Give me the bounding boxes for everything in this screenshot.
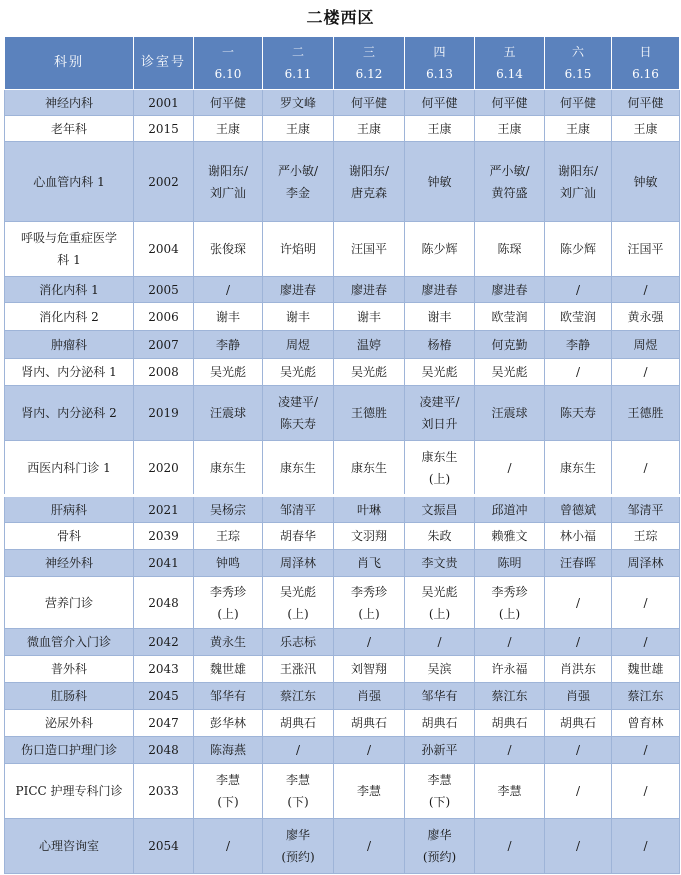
doctor-cell: 何平健 xyxy=(545,90,612,116)
doctor-cell: 胡春华 xyxy=(263,523,334,550)
doctor-cell: 欧莹润 xyxy=(545,303,612,331)
doctor-cell: / xyxy=(612,764,680,819)
doctor-cell: 何平健 xyxy=(194,90,263,116)
doctor-cell: 肖强 xyxy=(334,683,405,710)
doctor-cell: 曾育林 xyxy=(612,710,680,737)
doctor-cell: / xyxy=(545,764,612,819)
room-cell: 2020 xyxy=(134,441,194,496)
doctor-cell: 杨椿 xyxy=(405,331,475,359)
table-row xyxy=(5,303,680,331)
doctor-cell: 黄永生 xyxy=(194,629,263,656)
doctor-cell: 康东生 xyxy=(334,441,405,496)
table-row xyxy=(5,142,680,222)
doctor-cell: 周泽林 xyxy=(263,550,334,577)
doctor-cell: 李慧 xyxy=(334,764,405,819)
table-row xyxy=(5,710,680,737)
doctor-cell: / xyxy=(475,737,545,764)
doctor-cell: / xyxy=(545,629,612,656)
doctor-cell: 魏世雄 xyxy=(194,656,263,683)
dept-cell: 普外科 xyxy=(5,656,134,683)
schedule-body xyxy=(5,90,680,874)
doctor-cell: / xyxy=(475,819,545,874)
doctor-cell: 周煜 xyxy=(263,331,334,359)
doctor-cell: 李秀珍 (上) xyxy=(194,577,263,629)
table-row xyxy=(5,737,680,764)
doctor-cell: 李慧 (下) xyxy=(405,764,475,819)
doctor-cell: 王康 xyxy=(612,116,680,142)
dept-cell: 神经内科 xyxy=(5,90,134,116)
doctor-cell: 黄永强 xyxy=(612,303,680,331)
room-cell: 2021 xyxy=(134,496,194,523)
table-row xyxy=(5,359,680,386)
doctor-cell: 邹清平 xyxy=(263,496,334,523)
doctor-cell: / xyxy=(194,277,263,303)
doctor-cell: 王琮 xyxy=(612,523,680,550)
room-cell: 2048 xyxy=(134,737,194,764)
doctor-cell: 吴光彪 xyxy=(475,359,545,386)
doctor-cell: / xyxy=(334,629,405,656)
doctor-cell: 王康 xyxy=(194,116,263,142)
table-row xyxy=(5,683,680,710)
dept-cell: 泌尿外科 xyxy=(5,710,134,737)
table-row xyxy=(5,277,680,303)
doctor-cell: / xyxy=(545,819,612,874)
doctor-cell: 汪震球 xyxy=(475,386,545,441)
doctor-cell: 谢丰 xyxy=(194,303,263,331)
dept-cell: 神经外科 xyxy=(5,550,134,577)
doctor-cell: 胡典石 xyxy=(545,710,612,737)
doctor-cell: 王琮 xyxy=(194,523,263,550)
doctor-cell: / xyxy=(405,629,475,656)
room-cell: 2047 xyxy=(134,710,194,737)
table-row xyxy=(5,764,680,819)
dept-cell: 老年科 xyxy=(5,116,134,142)
doctor-cell: 李慧 xyxy=(475,764,545,819)
doctor-cell: 何平健 xyxy=(405,90,475,116)
doctor-cell: / xyxy=(545,359,612,386)
doctor-cell: 魏世雄 xyxy=(612,656,680,683)
doctor-cell: 康东生 (上) xyxy=(405,441,475,496)
table-row xyxy=(5,90,680,116)
header-row xyxy=(5,37,680,90)
doctor-cell: 廖进春 xyxy=(405,277,475,303)
room-cell: 2054 xyxy=(134,819,194,874)
doctor-cell: 陈少辉 xyxy=(405,222,475,277)
doctor-cell: 罗文峰 xyxy=(263,90,334,116)
doctor-cell: 王康 xyxy=(405,116,475,142)
schedule-table xyxy=(4,36,680,874)
doctor-cell: 胡典石 xyxy=(475,710,545,737)
doctor-cell: 王康 xyxy=(475,116,545,142)
doctor-cell: 肖洪东 xyxy=(545,656,612,683)
doctor-cell: / xyxy=(612,577,680,629)
doctor-cell: / xyxy=(612,737,680,764)
doctor-cell: 陈明 xyxy=(475,550,545,577)
doctor-cell: 胡典石 xyxy=(334,710,405,737)
dept-cell: 西医内科门诊 1 xyxy=(5,441,134,496)
doctor-cell: 何克勤 xyxy=(475,331,545,359)
dept-cell: 消化内科 1 xyxy=(5,277,134,303)
room-cell: 2042 xyxy=(134,629,194,656)
doctor-cell: 吴光彪 xyxy=(334,359,405,386)
doctor-cell: 康东生 xyxy=(194,441,263,496)
doctor-cell: 吴光彪 (上) xyxy=(405,577,475,629)
doctor-cell: 凌建平/ 陈天寿 xyxy=(263,386,334,441)
doctor-cell: 王康 xyxy=(263,116,334,142)
dept-cell: 骨科 xyxy=(5,523,134,550)
header-day: 三 6.12 xyxy=(334,37,405,90)
room-cell: 2039 xyxy=(134,523,194,550)
room-cell: 2041 xyxy=(134,550,194,577)
doctor-cell: 严小敏/ 李金 xyxy=(263,142,334,222)
doctor-cell: / xyxy=(612,629,680,656)
doctor-cell: 刘智翔 xyxy=(334,656,405,683)
doctor-cell: 何平健 xyxy=(612,90,680,116)
dept-cell: 肿瘤科 xyxy=(5,331,134,359)
doctor-cell: 赖雅文 xyxy=(475,523,545,550)
doctor-cell: 谢阳东/ 刘广汕 xyxy=(545,142,612,222)
doctor-cell: 康东生 xyxy=(263,441,334,496)
doctor-cell: 王德胜 xyxy=(612,386,680,441)
doctor-cell: / xyxy=(475,441,545,496)
doctor-cell: / xyxy=(334,737,405,764)
doctor-cell: / xyxy=(545,277,612,303)
dept-cell: 呼吸与危重症医学 科 1 xyxy=(5,222,134,277)
header-day: 四 6.13 xyxy=(405,37,475,90)
room-cell: 2002 xyxy=(134,142,194,222)
doctor-cell: 朱政 xyxy=(405,523,475,550)
doctor-cell: 邹清平 xyxy=(612,496,680,523)
doctor-cell: 汪震球 xyxy=(194,386,263,441)
room-cell: 2015 xyxy=(134,116,194,142)
doctor-cell: 廖华 (预约) xyxy=(405,819,475,874)
room-cell: 2004 xyxy=(134,222,194,277)
room-cell: 2048 xyxy=(134,577,194,629)
doctor-cell: 谢丰 xyxy=(334,303,405,331)
doctor-cell: 廖进春 xyxy=(475,277,545,303)
doctor-cell: / xyxy=(612,359,680,386)
dept-cell: 肝病科 xyxy=(5,496,134,523)
doctor-cell: 何平健 xyxy=(334,90,405,116)
doctor-cell: 王涨汛 xyxy=(263,656,334,683)
doctor-cell: 曾德斌 xyxy=(545,496,612,523)
dept-cell: 心血管内科 1 xyxy=(5,142,134,222)
doctor-cell: 陈琛 xyxy=(475,222,545,277)
room-cell: 2007 xyxy=(134,331,194,359)
doctor-cell: 周煜 xyxy=(612,331,680,359)
doctor-cell: / xyxy=(612,277,680,303)
doctor-cell: 李秀珍 (上) xyxy=(334,577,405,629)
doctor-cell: 许永福 xyxy=(475,656,545,683)
doctor-cell: 吴光彪 xyxy=(263,359,334,386)
doctor-cell: 肖强 xyxy=(545,683,612,710)
room-cell: 2033 xyxy=(134,764,194,819)
dept-cell: 伤口造口护理门诊 xyxy=(5,737,134,764)
doctor-cell: 李慧 (下) xyxy=(194,764,263,819)
doctor-cell: 汪春晖 xyxy=(545,550,612,577)
doctor-cell: 李静 xyxy=(545,331,612,359)
table-row xyxy=(5,656,680,683)
doctor-cell: 邹华有 xyxy=(194,683,263,710)
dept-cell: 消化内科 2 xyxy=(5,303,134,331)
header-room: 诊室号 xyxy=(134,37,194,90)
doctor-cell: 彭华林 xyxy=(194,710,263,737)
doctor-cell: 康东生 xyxy=(545,441,612,496)
doctor-cell: 叶琳 xyxy=(334,496,405,523)
doctor-cell: 李秀珍 (上) xyxy=(475,577,545,629)
doctor-cell: 吴光彪 xyxy=(194,359,263,386)
doctor-cell: 谢丰 xyxy=(405,303,475,331)
room-cell: 2019 xyxy=(134,386,194,441)
doctor-cell: 廖进春 xyxy=(334,277,405,303)
dept-cell: 营养门诊 xyxy=(5,577,134,629)
doctor-cell: 廖华 (预约) xyxy=(263,819,334,874)
table-row xyxy=(5,550,680,577)
doctor-cell: / xyxy=(612,819,680,874)
header-day: 五 6.14 xyxy=(475,37,545,90)
doctor-cell: 欧莹润 xyxy=(475,303,545,331)
doctor-cell: / xyxy=(545,737,612,764)
doctor-cell: 吴杨宗 xyxy=(194,496,263,523)
doctor-cell: 汪国平 xyxy=(334,222,405,277)
room-cell: 2043 xyxy=(134,656,194,683)
header-dept: 科别 xyxy=(5,37,134,90)
table-row xyxy=(5,496,680,523)
dept-cell: 肾内、内分泌科 1 xyxy=(5,359,134,386)
doctor-cell: 钟敏 xyxy=(405,142,475,222)
header-day: 日 6.16 xyxy=(612,37,680,90)
room-cell: 2001 xyxy=(134,90,194,116)
doctor-cell: 胡典石 xyxy=(263,710,334,737)
doctor-cell: 肖飞 xyxy=(334,550,405,577)
doctor-cell: 汪国平 xyxy=(612,222,680,277)
table-row xyxy=(5,441,680,496)
doctor-cell: 李慧 (下) xyxy=(263,764,334,819)
doctor-cell: 谢阳东/ 刘广汕 xyxy=(194,142,263,222)
table-row xyxy=(5,819,680,874)
doctor-cell: / xyxy=(475,629,545,656)
table-row xyxy=(5,577,680,629)
doctor-cell: 陈天寿 xyxy=(545,386,612,441)
page-title: 二楼西区 xyxy=(306,8,375,27)
doctor-cell: 陈海燕 xyxy=(194,737,263,764)
table-row xyxy=(5,331,680,359)
doctor-cell: 邱道冲 xyxy=(475,496,545,523)
dept-cell: 肾内、内分泌科 2 xyxy=(5,386,134,441)
doctor-cell: 乐志标 xyxy=(263,629,334,656)
table-row xyxy=(5,523,680,550)
doctor-cell: / xyxy=(263,737,334,764)
doctor-cell: 许焰明 xyxy=(263,222,334,277)
doctor-cell: 孙新平 xyxy=(405,737,475,764)
doctor-cell: 钟敏 xyxy=(612,142,680,222)
table-row xyxy=(5,629,680,656)
doctor-cell: 李静 xyxy=(194,331,263,359)
doctor-cell: 张俊琛 xyxy=(194,222,263,277)
dept-cell: 心理咨询室 xyxy=(5,819,134,874)
room-cell: 2005 xyxy=(134,277,194,303)
header-day: 一 6.10 xyxy=(194,37,263,90)
doctor-cell: 吴光彪 xyxy=(405,359,475,386)
dept-cell: PICC 护理专科门诊 xyxy=(5,764,134,819)
doctor-cell: 蔡江东 xyxy=(475,683,545,710)
doctor-cell: 文振昌 xyxy=(405,496,475,523)
doctor-cell: 钟鸣 xyxy=(194,550,263,577)
doctor-cell: 陈少辉 xyxy=(545,222,612,277)
doctor-cell: 蔡江东 xyxy=(263,683,334,710)
header-day: 二 6.11 xyxy=(263,37,334,90)
doctor-cell: 王康 xyxy=(545,116,612,142)
doctor-cell: / xyxy=(612,441,680,496)
table-row xyxy=(5,116,680,142)
doctor-cell: / xyxy=(194,819,263,874)
doctor-cell: 温婷 xyxy=(334,331,405,359)
doctor-cell: 严小敏/ 黄符盛 xyxy=(475,142,545,222)
room-cell: 2008 xyxy=(134,359,194,386)
room-cell: 2045 xyxy=(134,683,194,710)
room-cell: 2006 xyxy=(134,303,194,331)
doctor-cell: 凌建平/ 刘日升 xyxy=(405,386,475,441)
doctor-cell: 吴光彪 (上) xyxy=(263,577,334,629)
doctor-cell: 周泽林 xyxy=(612,550,680,577)
table-row xyxy=(5,386,680,441)
doctor-cell: 邹华有 xyxy=(405,683,475,710)
doctor-cell: 谢丰 xyxy=(263,303,334,331)
doctor-cell: / xyxy=(545,577,612,629)
dept-cell: 微血管介入门诊 xyxy=(5,629,134,656)
doctor-cell: 李文贵 xyxy=(405,550,475,577)
doctor-cell: 王康 xyxy=(334,116,405,142)
doctor-cell: 林小福 xyxy=(545,523,612,550)
doctor-cell: 吴滨 xyxy=(405,656,475,683)
doctor-cell: / xyxy=(334,819,405,874)
dept-cell: 肛肠科 xyxy=(5,683,134,710)
doctor-cell: 蔡江东 xyxy=(612,683,680,710)
doctor-cell: 王德胜 xyxy=(334,386,405,441)
doctor-cell: 文羽翔 xyxy=(334,523,405,550)
doctor-cell: 廖进春 xyxy=(263,277,334,303)
doctor-cell: 胡典石 xyxy=(405,710,475,737)
doctor-cell: 何平健 xyxy=(475,90,545,116)
doctor-cell: 谢阳东/ 唐克森 xyxy=(334,142,405,222)
header-day: 六 6.15 xyxy=(545,37,612,90)
table-row xyxy=(5,222,680,277)
